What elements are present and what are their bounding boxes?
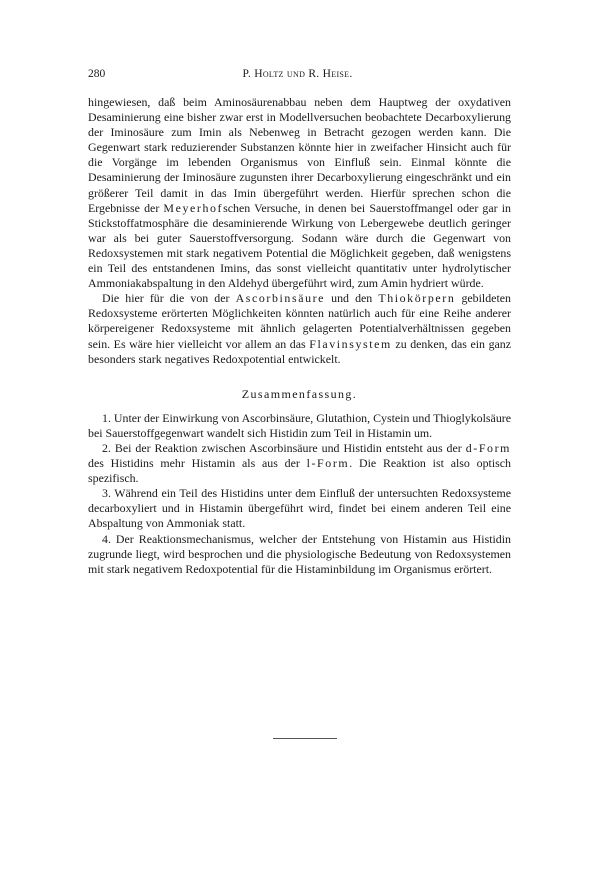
paragraph-1-text: hingewiesen, daß beim Aminosäurenabbau neben dem Hauptweg der oxydativen Desaminierung eine bisher zwar erst in Modellversuchen beobachtete Decarboxylierung der Iminosäure zum Imin als Nebenweg in Betracht gezogen werden kann. Die Gegenwart stark reduzierender Substanzen könnte hier in zweifacher Hinsicht auch für die Vorgänge im lebenden Organismus von Einfluß sein. Einmal könnte die Desaminierung der Iminosäure zugunsten ihrer Decarboxylierung eingeschränkt und ein größerer Teil damit in das Imin übergeführt werden. Hierfür sprechen schon die Ergebnisse der [88, 95, 511, 215]
summary-item-4: 4. Der Reaktionsmechanismus, welcher der Entstehung von Histamin aus Histidin zugrunde liegt, wird besprochen und die physiologische Bedeutung von Redoxsystemen mit stark negativem Redoxpotential für die Histaminbildung im Organismus erörtert. [88, 531, 511, 576]
summary-item-2-text-c: . Die Reaktion ist also optisch spezifisch. [88, 456, 511, 486]
summary-item-2-text-b: des Histidins mehr Histamin als aus der [88, 456, 307, 471]
summary-item-3: 3. Während ein Teil des Histidins unter dem Einfluß der untersuchten Redoxsysteme decarboxyliert und in Histamin übergeführt wird, findet bei einem anderen Teil eine Abspaltung von Ammoniak statt. [88, 486, 511, 531]
paragraph-1 [88, 95, 511, 291]
page-number: 280 [88, 68, 106, 80]
paragraph-2 [88, 291, 511, 366]
end-rule [273, 738, 337, 739]
paragraph-2-text-d: zu denken, das ein ganz besonders stark negatives Redoxpotential entwickelt. [88, 336, 512, 366]
paragraph-2-text-a: Die hier für die von der [102, 291, 236, 306]
author-name-meyerhof: Meyerhof [163, 200, 224, 215]
body-text [88, 95, 511, 577]
summary-heading: Zusammenfassung. [241, 386, 358, 401]
term-l-form: l-Form [306, 456, 350, 471]
term-flavinsystem: Flavinsystem [309, 336, 392, 351]
paragraph-2-text-c: gebildeten Redoxsysteme erörterten Möglichkeiten könnten natürlich auch für eine Reihe anderer körpereigener Redoxsysteme mit ähnlich gelagerten Potentialverhältnissen gegeben sein. Es wäre hier vielleicht vor allem an das [88, 291, 511, 351]
running-head: P. Holtz und R. Heise. [242, 68, 353, 80]
term-d-form: d-Form [465, 440, 511, 455]
term-thiokoerpern: Thiokörpern [378, 291, 456, 306]
summary-item-2 [88, 441, 511, 486]
summary-item-1: 1. Unter der Einwirkung von Ascorbinsäure, Glutathion, Cystein und Thioglykolsäure bei Sauerstoffgegenwart wandelt sich Histidin zum Teil in Histamin um. [88, 410, 511, 440]
paragraph-2-text-b: und den [325, 291, 379, 306]
paragraph-1-continuation: schen Versuche, in denen bei Sauerstoffmangel oder gar in Stickstoffatmosphäre die desaminierende Wirkung von Lebergewebe deutlich geringer war als bei guter Sauerstoffversorgung. Sodann wäre durch die Gegenwart von Redoxsystemen mit stark negativem Potential die Möglichkeit gegeben, daß wenigstens ein Teil des entstandenen Imins, das sonst vielleicht quantitativ unter hydrolytischer Ammoniakabspaltung in den Aldehyd übergeführt wird, zum Amin hydriert würde. [88, 200, 511, 291]
page-header [88, 68, 507, 84]
summary-item-2-text-a: 2. Bei der Reaktion zwischen Ascorbinsäure und Histidin entsteht aus der [102, 440, 466, 455]
term-ascorbinsaeure: Ascorbinsäure [235, 291, 326, 306]
